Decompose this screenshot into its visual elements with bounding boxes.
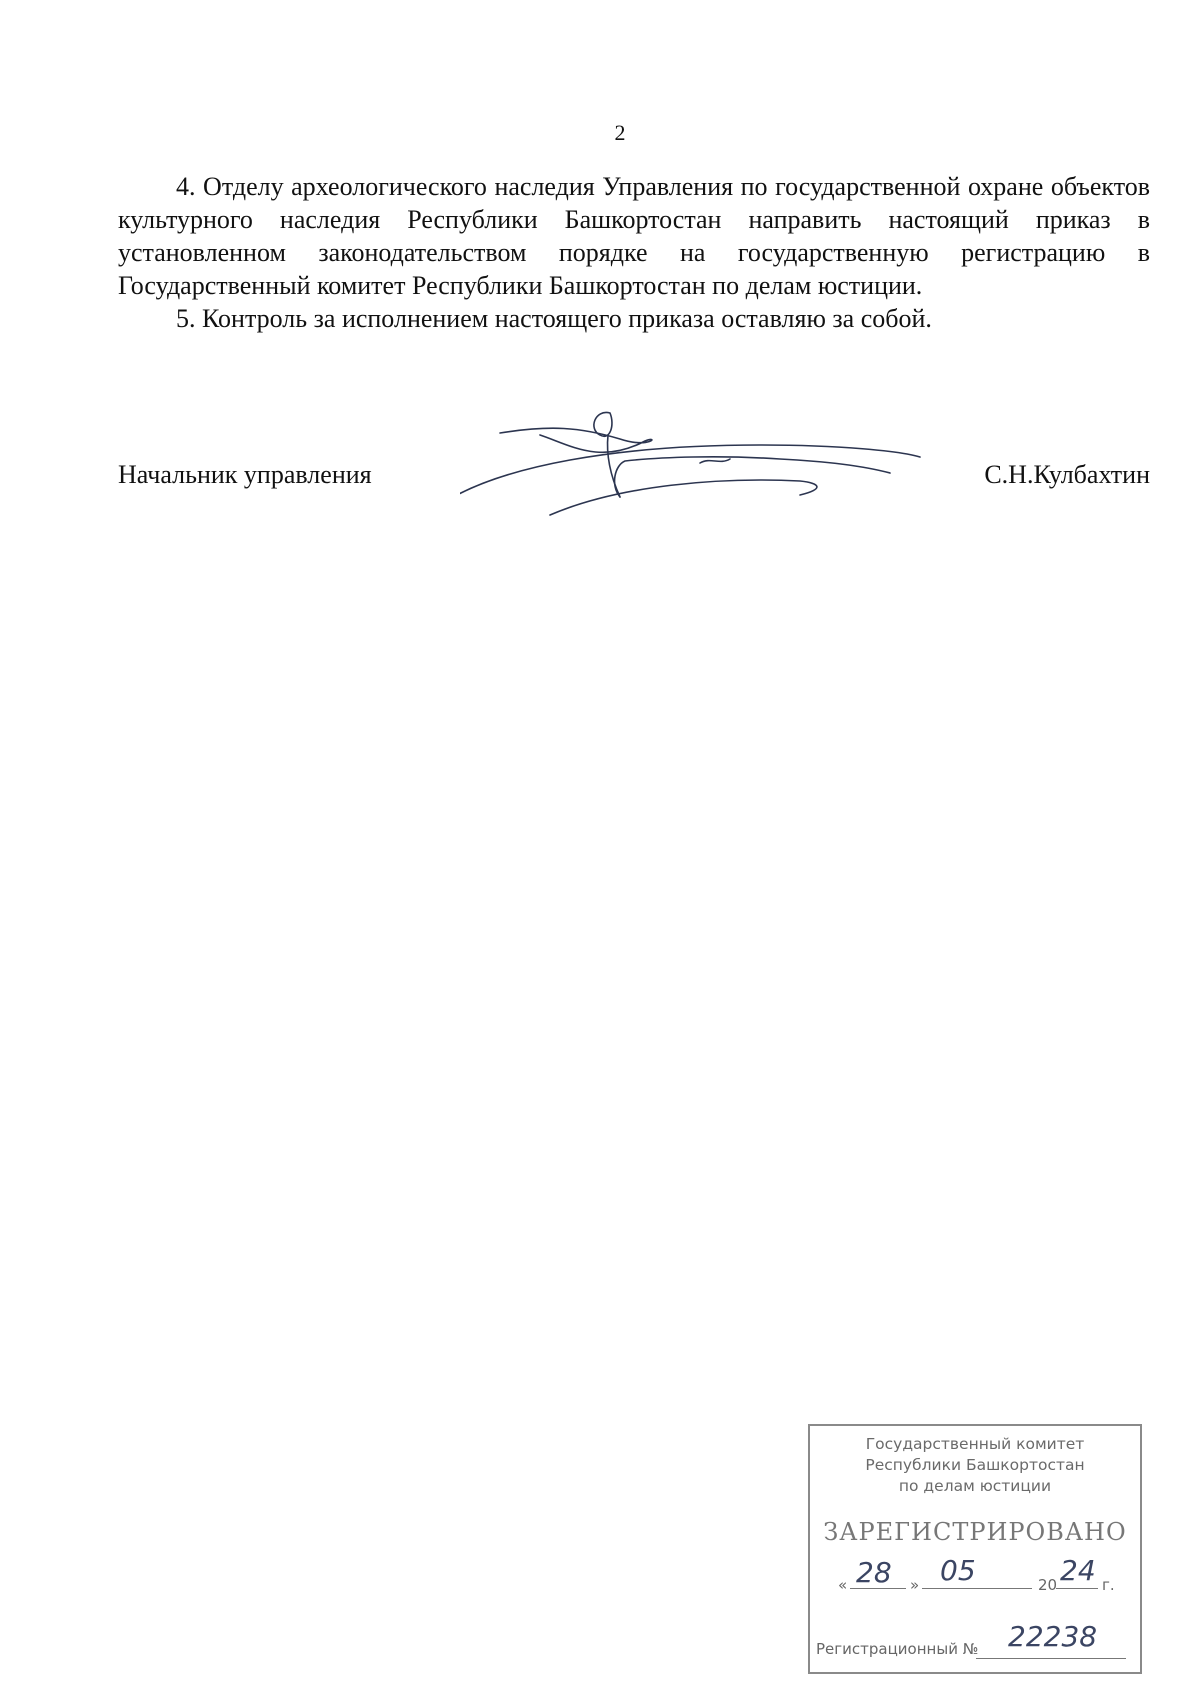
signatory-name: С.Н.Кулбахтин	[984, 460, 1150, 489]
stamp-day-line	[850, 1588, 906, 1589]
stamp-year-line	[1056, 1588, 1098, 1589]
registration-stamp	[808, 1424, 1142, 1674]
stamp-year: 24	[1060, 1554, 1096, 1587]
stamp-reg-number: 22238	[1008, 1620, 1098, 1653]
stamp-month: 05	[940, 1554, 976, 1587]
stamp-organization	[810, 1434, 1140, 1497]
signatory-position: Начальник управления	[118, 460, 372, 489]
handwritten-signature	[460, 405, 950, 525]
document-body	[118, 170, 1150, 335]
stamp-year-unit: г.	[1102, 1576, 1115, 1594]
paragraph-5: 5. Контроль за исполнением настоящего приказа оставляю за собой.	[176, 304, 932, 333]
stamp-quote-open: «	[838, 1576, 848, 1594]
stamp-day: 28	[856, 1556, 892, 1589]
stamp-org-line: Республики Башкортостан	[865, 1456, 1085, 1474]
stamp-reg-line	[976, 1658, 1126, 1659]
page-number: 2	[614, 120, 626, 145]
stamp-registration-row	[810, 1622, 1140, 1666]
stamp-month-line	[922, 1588, 1032, 1589]
stamp-year-prefix: 20	[1038, 1576, 1058, 1594]
stamp-reg-label: Регистрационный №	[816, 1640, 979, 1658]
stamp-date-row	[810, 1554, 1140, 1602]
stamp-org-line: по делам юстиции	[898, 1477, 1052, 1495]
paragraph-4: 4. Отделу археологического наследия Управления по государственной охране объектов культурного наследия Республики Башкортостан направить настоящий приказ в установленном законодательством порядке на государственную регистрацию в Государственный комитет Республики Башкортостан по делам юстиции.	[118, 172, 1150, 300]
stamp-quote-close: »	[910, 1576, 920, 1594]
stamp-org-line: Государственный комитет	[865, 1435, 1085, 1453]
stamp-status: ЗАРЕГИСТРИРОВАНО	[823, 1518, 1127, 1546]
